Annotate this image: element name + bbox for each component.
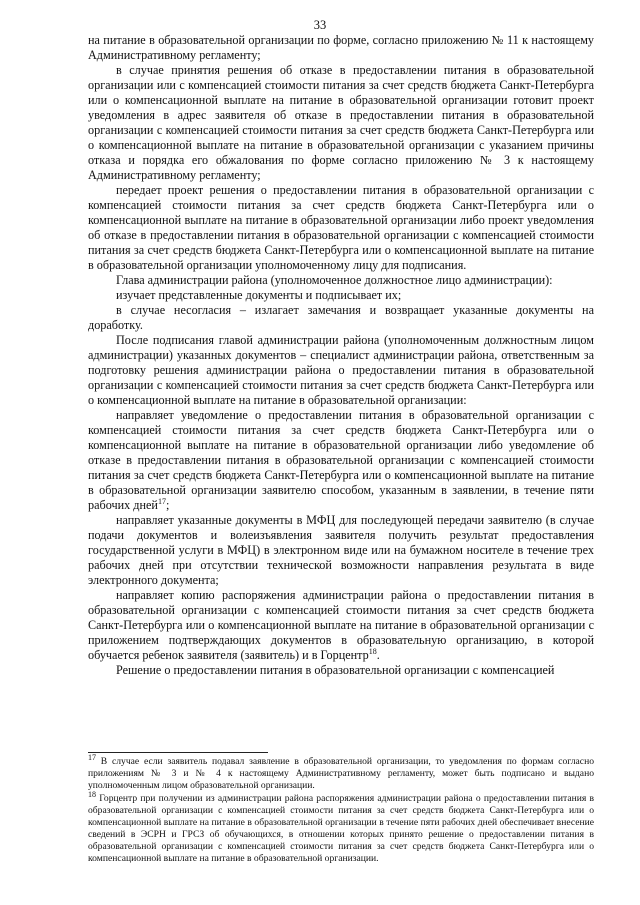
paragraph-8-text: направляет уведомление о предоставлении питания в образовательной организации с компенсацией стоимости питания за счет средств бюджета Санкт-Петербурга или о компенсационной выплате на питание в образовательной организации либо уведомление об отказе в предоставлении питания в образовательной организации с компенсацией стоимости питания за счет средств бюджета Санкт-Петербурга или о компенсационной выплате на питание в образовательной организации заявителю способом, указанным в заявлении, в течение пяти рабочих дней (88, 408, 594, 512)
footnote-17-text: В случае если заявитель подавал заявление в образовательной организации, то уведомления по формам согласно приложениям № 3 и № 4 к настоящему Административному регламенту, может быть подписано и выдано уполномоченным лицом образовательной организации. (88, 756, 594, 791)
footnote-ref-17[interactable]: 17 (157, 496, 166, 506)
paragraph-4: Глава администрации района (уполномоченное должностное лицо администрации): (116, 273, 553, 287)
paragraph-8 (88, 408, 594, 513)
paragraph-9: направляет указанные документы в МФЦ для последующей передачи заявителю (в случае подачи документов и волеизъявления заявителя получить результат предоставления государственной услуги в МФЦ) в электронном виде или на бумажном носителе в течение трех рабочих дней при отсутствии технической возможности направления результата в виде электронного документа; (88, 513, 594, 587)
paragraph-2: в случае принятия решения об отказе в предоставлении питания в образовательной организации или с компенсацией стоимости питания за счет средств бюджета Санкт-Петербурга или о компенсационной выплате на питание в образовательной организации готовит проект уведомления в адрес заявителя об отказе в предоставлении питания в образовательной организации с компенсацией стоимости питания за счет средств бюджета Санкт-Петербурга или о компенсационной выплате на питание в образовательной организации с указанием причины отказа и порядка его обжалования по форме согласно приложению № 3 к настоящему Административному регламенту; (88, 63, 594, 182)
paragraph-3: передает проект решения о предоставлении питания в образовательной организации с компенсацией стоимости питания за счет средств бюджета Санкт-Петербурга или о компенсационной выплате на питание в образовательной организации либо проект уведомления об отказе в предоставлении питания в образовательной организации с компенсацией стоимости питания за счет средств бюджета Санкт-Петербурга или о компенсационной выплате на питание в образовательной организации уполномоченному лицу для подписания. (88, 183, 594, 272)
footnotes (88, 752, 594, 865)
document-body (88, 33, 594, 678)
paragraph-8-tail: ; (165, 498, 170, 512)
paragraph-1: на питание в образовательной организации по форме, согласно приложению № 11 к настоящему Административному регламенту; (88, 33, 594, 62)
paragraph-10 (88, 588, 594, 663)
footnote-17 (88, 752, 594, 792)
paragraph-5: изучает представленные документы и подписывает их; (116, 288, 402, 302)
footnote-separator (88, 752, 268, 753)
footnote-18-text: Горцентр при получении из администрации района распоряжения администрации района о предоставлении питания в образовательной организации с компенсацией стоимости питания за счет средств бюджета Санкт-Петербурга или о компенсационной выплате на питание в образовательной организации в течение пяти рабочих дней обеспечивает внесение сведений в ЭСРН и ГРСЗ об обучающихся, в отношении которых принято решение о предоставлении питания в образовательной организации с компенсацией стоимости питания за счет средств бюджета Санкт-Петербурга или о компенсационной выплате на питание в образовательной организации. (88, 793, 594, 864)
paragraph-7: После подписания главой администрации района (уполномоченным должностным лицом администрации) указанных документов – специалист администрации района, ответственным за подготовку решения администрации района о предоставлении питания в образовательной организации с компенсацией стоимости питания за счет средств бюджета Санкт-Петербурга или о компенсационной выплате на питание в образовательной организации: (88, 333, 594, 407)
paragraph-10-text: направляет копию распоряжения администрации района о предоставлении питания в образовательной организации с компенсацией стоимости питания за счет средств бюджета Санкт-Петербурга или о компенсационной выплате на питание в образовательной организации с приложением подтверждающих документов в образовательную организацию, в которой обучается ребенок заявителя (заявитель) и в Горцентр (88, 588, 594, 662)
footnote-ref-18[interactable]: 18 (368, 646, 377, 656)
paragraph-10-tail: . (376, 648, 380, 662)
paragraph-6: в случае несогласия – излагает замечания и возвращает указанные документы на доработку. (88, 303, 594, 332)
footnote-18-mark: 18 (88, 789, 96, 799)
page-number: 33 (313, 18, 327, 32)
paragraph-11: Решение о предоставлении питания в образовательной организации с компенсацией (116, 663, 555, 677)
footnote-18 (88, 789, 594, 865)
footnote-17-mark: 17 (88, 752, 96, 762)
